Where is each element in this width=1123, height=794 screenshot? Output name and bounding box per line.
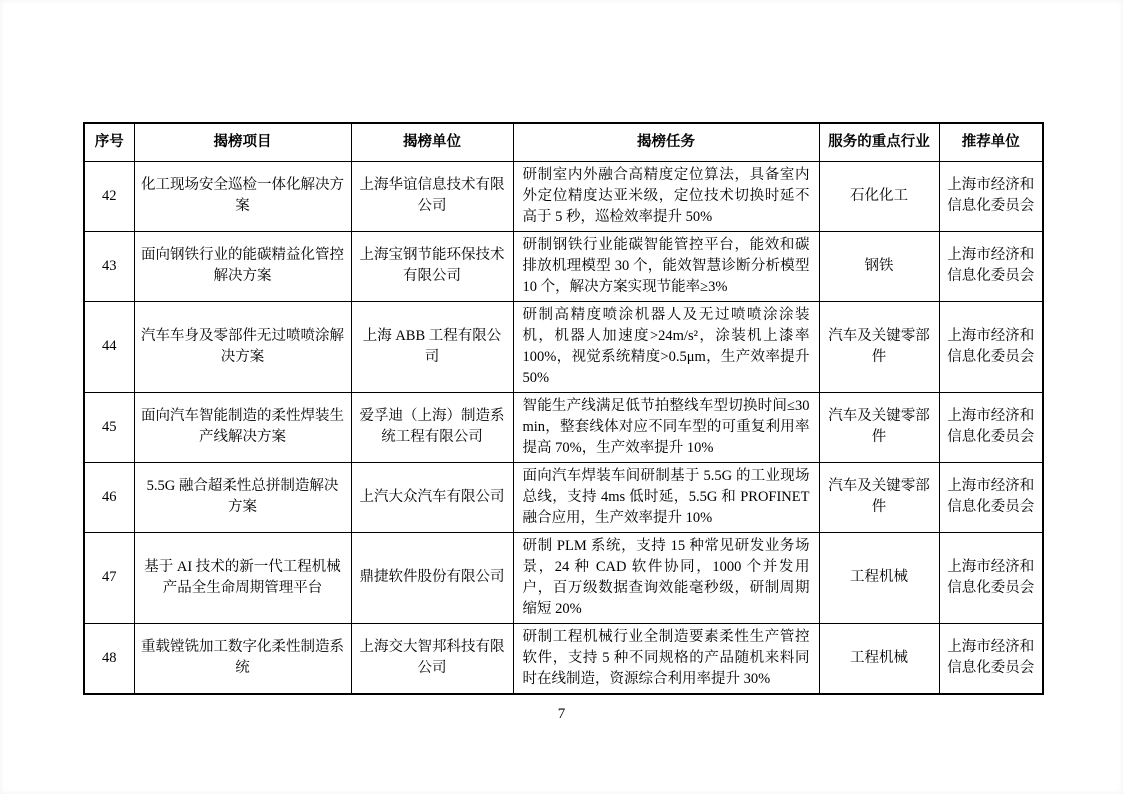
cell-recommender: 上海市经济和信息化委员会 (939, 161, 1043, 231)
cell-unit: 上汽大众汽车有限公司 (351, 462, 513, 532)
cell-industry: 工程机械 (819, 623, 939, 694)
cell-project: 面向汽车智能制造的柔性焊装生产线解决方案 (134, 392, 351, 462)
cell-task: 研制高精度喷涂机器人及无过喷喷涂涂装机，机器人加速度>24m/s²，涂装机上漆率 100%，视觉系统精度>0.5μm，生产效率提升 50% (513, 301, 819, 392)
cell-industry: 汽车及关键零部件 (819, 301, 939, 392)
cell-industry: 石化化工 (819, 161, 939, 231)
cell-industry: 钢铁 (819, 231, 939, 301)
cell-task: 研制室内外融合高精度定位算法，具备室内外定位精度达亚米级，定位技术切换时延不高于 5 秒，巡检效率提升 50% (513, 161, 819, 231)
cell-number: 47 (84, 532, 134, 623)
table-header (84, 123, 1043, 161)
cell-recommender: 上海市经济和信息化委员会 (939, 301, 1043, 392)
cell-project: 基于 AI 技术的新一代工程机械产品全生命周期管理平台 (134, 532, 351, 623)
cell-recommender: 上海市经济和信息化委员会 (939, 462, 1043, 532)
cell-project: 面向钢铁行业的能碳精益化管控解决方案 (134, 231, 351, 301)
cell-recommender: 上海市经济和信息化委员会 (939, 231, 1043, 301)
projects-table (83, 122, 1044, 695)
cell-number: 45 (84, 392, 134, 462)
table-row (84, 462, 1043, 532)
cell-task: 研制钢铁行业能碳智能管控平台，能效和碳排放机理模型 30 个，能效智慧诊断分析模型 10 个，解决方案实现节能率≥3% (513, 231, 819, 301)
cell-unit: 鼎捷软件股份有限公司 (351, 532, 513, 623)
cell-industry: 工程机械 (819, 532, 939, 623)
cell-number: 46 (84, 462, 134, 532)
column-header-industry: 服务的重点行业 (819, 123, 939, 161)
column-header-number: 序号 (84, 123, 134, 161)
cell-unit: 上海华谊信息技术有限公司 (351, 161, 513, 231)
column-header-project: 揭榜项目 (134, 123, 351, 161)
cell-task: 面向汽车焊装车间研制基于 5.5G 的工业现场总线，支持 4ms 低时延，5.5G 和 PROFINET 融合应用，生产效率提升 10% (513, 462, 819, 532)
table-row (84, 301, 1043, 392)
cell-recommender: 上海市经济和信息化委员会 (939, 623, 1043, 694)
table-header-row (84, 123, 1043, 161)
cell-project: 化工现场安全巡检一体化解决方案 (134, 161, 351, 231)
column-header-task: 揭榜任务 (513, 123, 819, 161)
cell-project: 5.5G 融合超柔性总拼制造解决方案 (134, 462, 351, 532)
cell-number: 42 (84, 161, 134, 231)
table-body (84, 161, 1043, 694)
cell-unit: 上海交大智邦科技有限公司 (351, 623, 513, 694)
page-number: 7 (557, 706, 566, 722)
cell-industry: 汽车及关键零部件 (819, 392, 939, 462)
cell-unit: 上海 ABB 工程有限公司 (351, 301, 513, 392)
table-row (84, 532, 1043, 623)
column-header-unit: 揭榜单位 (351, 123, 513, 161)
cell-task: 研制 PLM 系统，支持 15 种常见研发业务场景，24 种 CAD 软件协同，1000 个并发用户，百万级数据查询效能毫秒级，研制周期缩短 20% (513, 532, 819, 623)
table-row (84, 623, 1043, 694)
cell-project: 汽车车身及零部件无过喷喷涂解决方案 (134, 301, 351, 392)
cell-unit: 爱孚迪（上海）制造系统工程有限公司 (351, 392, 513, 462)
table-row (84, 231, 1043, 301)
cell-number: 43 (84, 231, 134, 301)
projects-table-container (83, 122, 1044, 695)
cell-task: 智能生产线满足低节拍整线车型切换时间≤30 min，整套线体对应不同车型的可重复利用率提高 70%，生产效率提升 10% (513, 392, 819, 462)
cell-recommender: 上海市经济和信息化委员会 (939, 392, 1043, 462)
table-row (84, 161, 1043, 231)
cell-unit: 上海宝钢节能环保技术有限公司 (351, 231, 513, 301)
cell-recommender: 上海市经济和信息化委员会 (939, 532, 1043, 623)
column-header-recommender: 推荐单位 (939, 123, 1043, 161)
table-row (84, 392, 1043, 462)
cell-number: 48 (84, 623, 134, 694)
cell-task: 研制工程机械行业全制造要素柔性生产管控软件，支持 5 种不同规格的产品随机来料同时在线制造，资源综合利用率提升 30% (513, 623, 819, 694)
cell-industry: 汽车及关键零部件 (819, 462, 939, 532)
cell-number: 44 (84, 301, 134, 392)
cell-project: 重载镗铣加工数字化柔性制造系统 (134, 623, 351, 694)
